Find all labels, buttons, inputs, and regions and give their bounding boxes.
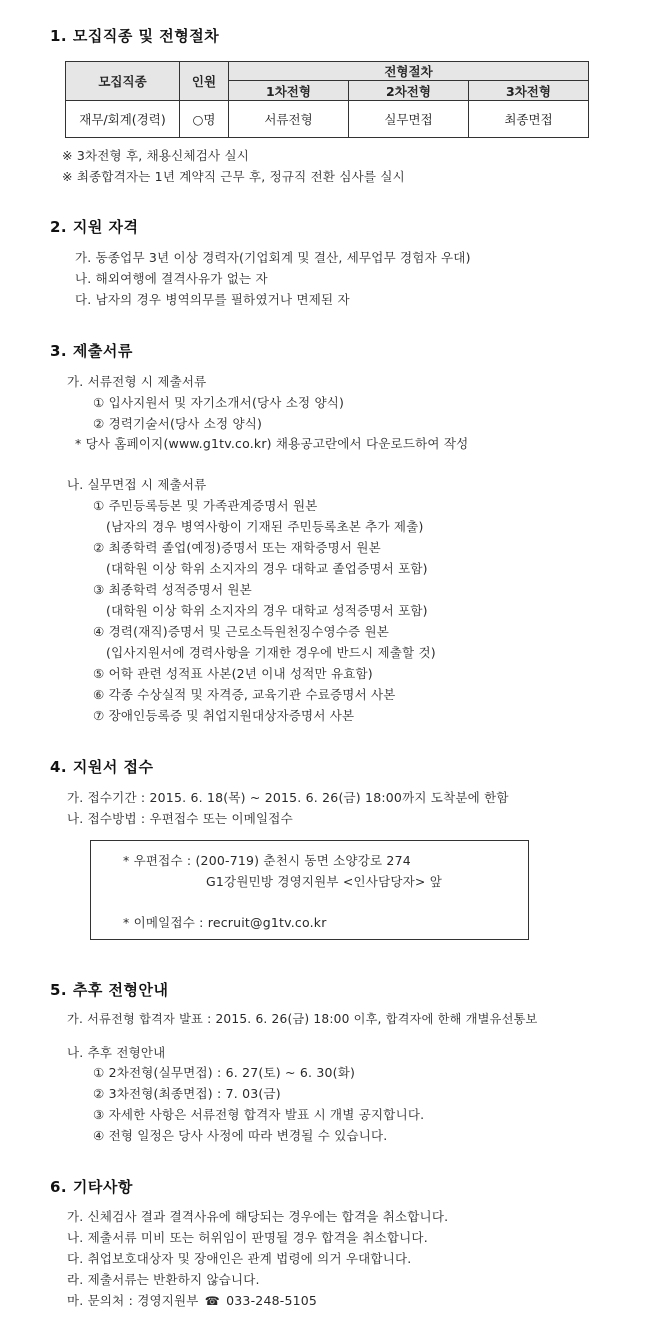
qualification-a: 가. 동종업무 3년 이상 경력자(기업회계 및 결산, 세무업무 경험자 우대) <box>75 250 471 265</box>
misc-item-c: 다. 취업보호대상자 및 장애인은 관계 법령에 의거 우대합니다. <box>67 1251 412 1266</box>
cell-stage3: 최종면접 <box>469 101 589 138</box>
followup-item-3: ③ 자세한 사항은 서류전형 합격자 발표 시 개별 공지합니다. <box>93 1107 425 1122</box>
stage2-header: 2차전형 <box>349 81 469 101</box>
qualification-b: 나. 해외여행에 결격사유가 없는 자 <box>75 271 268 286</box>
docs-b-line-4: (대학원 이상 학위 소지자의 경우 대학교 졸업증명서 포함) <box>106 561 428 576</box>
qualification-c: 다. 남자의 경우 병역의무를 필하였거나 면제된 자 <box>75 292 350 307</box>
docs-a-title: 가. 서류전형 시 제출서류 <box>67 374 207 389</box>
docs-b-line-1: ① 주민등록등본 및 가족관계증명서 원본 <box>93 498 318 513</box>
docs-b-title: 나. 실무면접 시 제출서류 <box>67 477 207 492</box>
section-4-heading: 4. 지원서 접수 <box>50 758 154 776</box>
docs-b-line-9: ⑤ 어학 관련 성적표 사본(2년 이내 성적만 유효함) <box>93 666 373 681</box>
cell-stage2: 실무면접 <box>349 101 469 138</box>
application-period: 가. 접수기간 : 2015. 6. 18(목) ~ 2015. 6. 26(금) 18:00까지 도착분에 한함 <box>67 790 509 805</box>
followup-item-2: ② 3차전형(최종면접) : 7. 03(금) <box>93 1086 281 1101</box>
docs-b-line-3: ② 최종학력 졸업(예정)증명서 또는 재학증명서 원본 <box>93 540 381 555</box>
cell-count: ○명 <box>180 101 229 138</box>
col-process-header: 전형절차 <box>229 62 589 81</box>
phone-icon: ☎ <box>204 1294 220 1308</box>
note-2: ※ 최종합격자는 1년 계약직 근무 후, 정규직 전환 심사를 실시 <box>62 169 405 184</box>
postal-line-1: * 우편접수 : (200-719) 춘천시 동면 소양강로 274 <box>123 853 411 868</box>
docs-a-item-2: ② 경력기술서(당사 소정 양식) <box>93 416 263 431</box>
followup-item-1: ① 2차전형(실무면접) : 6. 27(토) ~ 6. 30(화) <box>93 1065 356 1080</box>
followup-title: 나. 추후 전형안내 <box>67 1045 166 1060</box>
cell-stage1: 서류전형 <box>229 101 349 138</box>
section-6-heading: 6. 기타사항 <box>50 1178 133 1196</box>
docs-a-item-1: ① 입사지원서 및 자기소개서(당사 소정 양식) <box>93 395 345 410</box>
docs-b-line-2: (남자의 경우 병역사항이 기재된 주민등록초본 추가 제출) <box>106 519 424 534</box>
col-count-header: 인원 <box>180 62 229 101</box>
stage1-header: 1차전형 <box>229 81 349 101</box>
section-2-heading: 2. 지원 자격 <box>50 218 139 236</box>
col-job-header: 모집직종 <box>66 62 180 101</box>
section-5-heading: 5. 추후 전형안내 <box>50 981 169 999</box>
followup-item-4: ④ 전형 일정은 당사 사정에 따라 변경될 수 있습니다. <box>93 1128 388 1143</box>
application-method: 나. 접수방법 : 우편접수 또는 이메일접수 <box>67 811 293 826</box>
stage3-header: 3차전형 <box>469 81 589 101</box>
docs-b-line-7: ④ 경력(재직)증명서 및 근로소득원천징수영수증 원본 <box>93 624 390 639</box>
docs-a-note: * 당사 홈페이지(www.g1tv.co.kr) 채용공고란에서 다운로드하여 작성 <box>75 436 469 451</box>
misc-item-b: 나. 제출서류 미비 또는 허위임이 판명될 경우 합격을 취소합니다. <box>67 1230 428 1245</box>
email-line[interactable]: * 이메일접수 : recruit@g1tv.co.kr <box>123 915 327 930</box>
misc-item-a: 가. 신체검사 결과 결격사유에 해당되는 경우에는 합격을 취소합니다. <box>67 1209 449 1224</box>
docs-b-line-10: ⑥ 각종 수상실적 및 자격증, 교육기관 수료증명서 사본 <box>93 687 396 702</box>
table-row <box>66 101 589 138</box>
recruitment-table <box>65 61 589 138</box>
docs-b-line-6: (대학원 이상 학위 소지자의 경우 대학교 성적증명서 포함) <box>106 603 428 618</box>
contact-phone: 033-248-5105 <box>226 1293 318 1308</box>
announcement-line: 가. 서류전형 합격자 발표 : 2015. 6. 26(금) 18:00 이후, 합격자에 한해 개별유선통보 <box>67 1012 538 1026</box>
docs-b-line-5: ③ 최종학력 성적증명서 원본 <box>93 582 252 597</box>
contact-line <box>67 1291 317 1309</box>
misc-item-d: 라. 제출서류는 반환하지 않습니다. <box>67 1272 260 1287</box>
note-1: ※ 3차전형 후, 채용신체검사 실시 <box>62 148 249 163</box>
postal-line-2: G1강원민방 경영지원부 <인사담당자> 앞 <box>206 874 443 889</box>
cell-job: 재무/회계(경력) <box>66 101 180 138</box>
section-3-heading: 3. 제출서류 <box>50 342 133 360</box>
docs-b-line-8: (입사지원서에 경력사항을 기재한 경우에 반드시 제출할 것) <box>106 645 436 660</box>
section-1-heading: 1. 모집직종 및 전형절차 <box>50 27 220 45</box>
docs-b-line-11: ⑦ 장애인등록증 및 취업지원대상자증명서 사본 <box>93 708 355 723</box>
contact-prefix: 마. 문의처 : 경영지원부 <box>67 1293 199 1308</box>
